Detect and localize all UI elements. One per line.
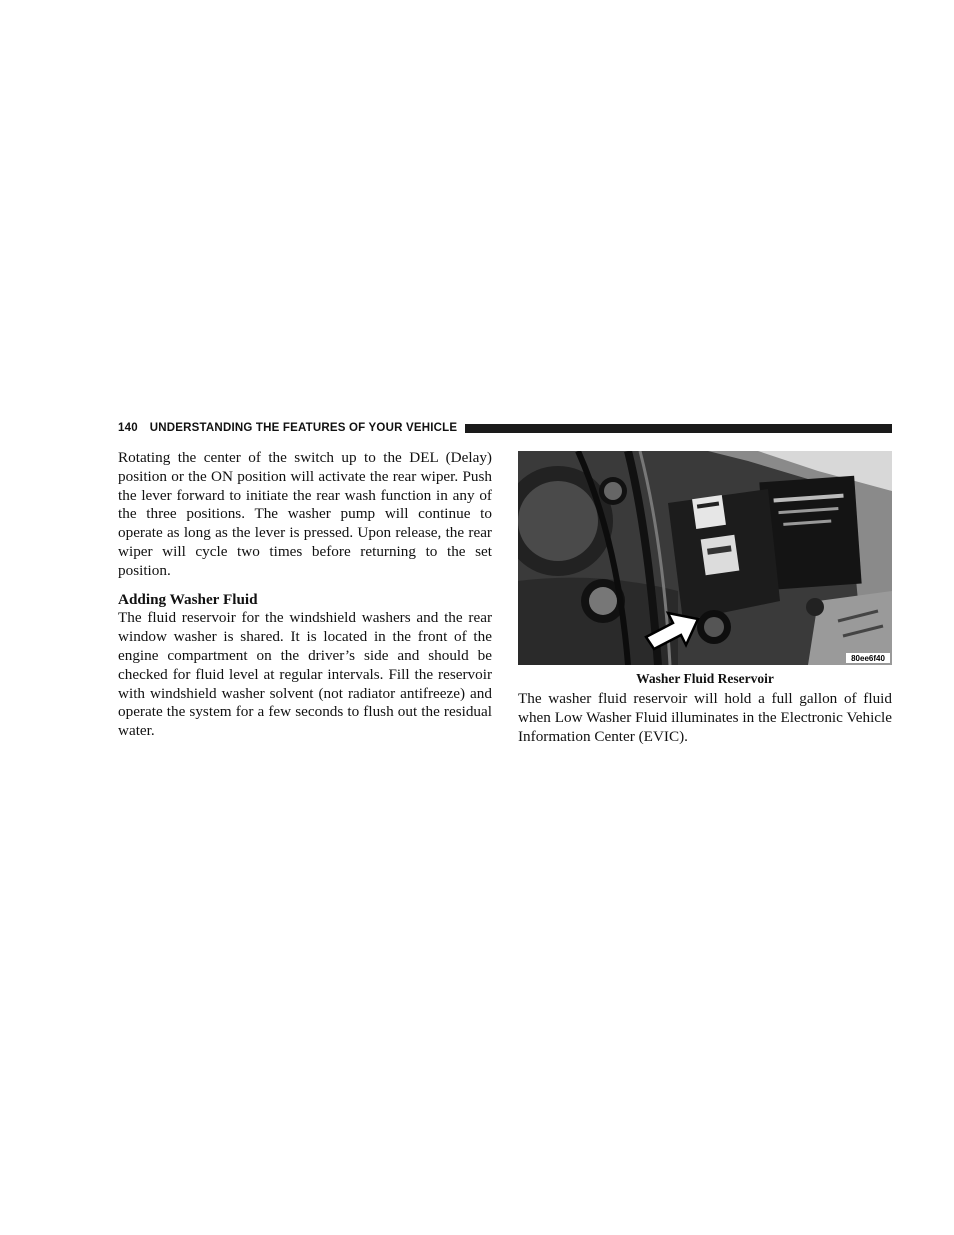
image-code: 80ee6f40 xyxy=(851,654,885,663)
body-paragraph: Rotating the center of the switch up to the DEL (Delay) position or the ON position will activate the rear wiper. Push the lever forward to initiate the rear wash function in any of the three positions. The washer pump will continue to operate as long as the lever is pressed. Upon release, the rear wiper will cycle two times before returning to the set position. xyxy=(118,449,492,579)
page-header xyxy=(118,419,892,437)
subheading: Adding Washer Fluid xyxy=(118,590,258,608)
left-column xyxy=(118,449,492,741)
engine-compartment-illustration xyxy=(518,451,892,665)
body-paragraph: The fluid reservoir for the windshield washers and the rear window washer is shared. It is located in the front of the engine compartment on the driver’s side and should be checked for fluid level at regular intervals. Fill the reservoir with windshield washer solvent (not radiator antifreeze) and operate the system for a few seconds to flush out the residual water. xyxy=(118,609,492,740)
section-title: UNDERSTANDING THE FEATURES OF YOUR VEHICLE xyxy=(149,422,458,434)
engine-photo xyxy=(518,451,892,665)
figure-caption: Washer Fluid Reservoir xyxy=(636,671,774,686)
page-number: 140 xyxy=(118,422,138,434)
body-paragraph: The washer fluid reservoir will hold a full gallon of fluid when Low Washer Fluid illuminates in the Electronic Vehicle Information Center (EVIC). xyxy=(518,690,892,745)
header-rule xyxy=(465,424,892,433)
right-column xyxy=(518,690,892,746)
